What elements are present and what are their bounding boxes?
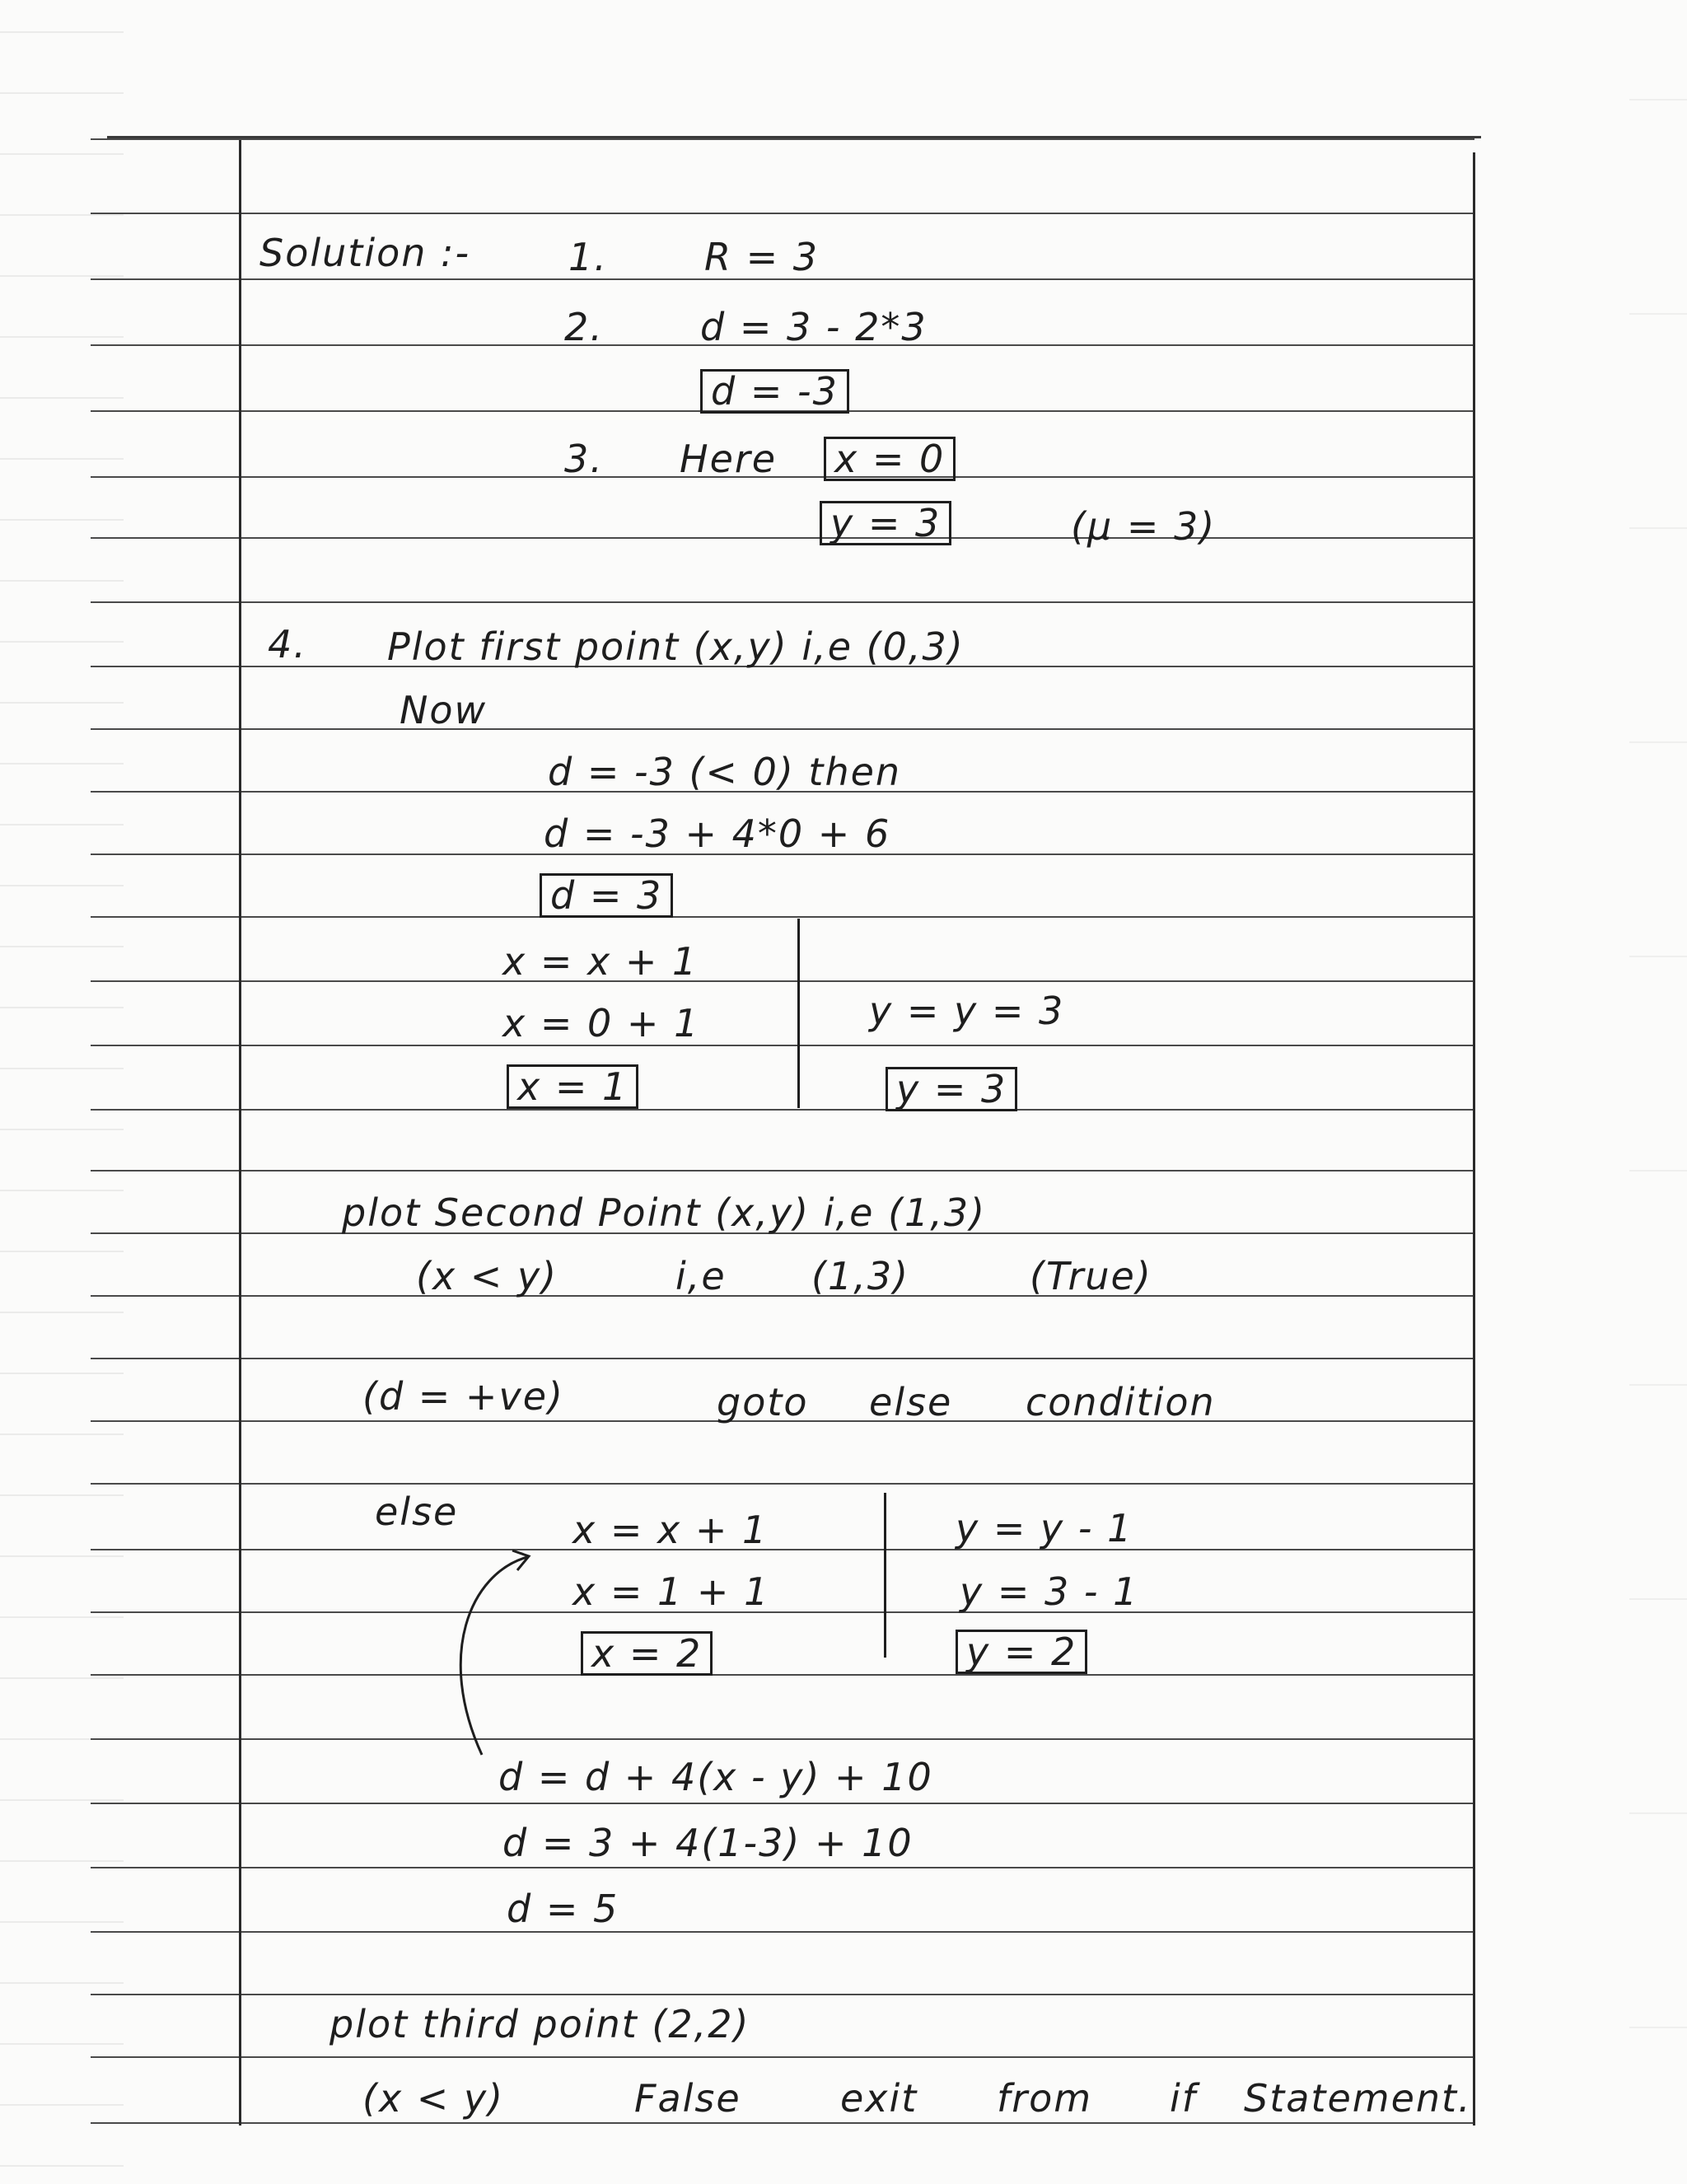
second-line3: (d = +ve) (362, 1374, 564, 1419)
second-line3-condition: condition (1026, 1380, 1216, 1424)
step1-number: 1. (568, 235, 608, 279)
d-update-line1: d = d + 4(x - y) + 10 (498, 1755, 933, 1799)
step2-number: 2. (564, 305, 604, 349)
second-line2-point: (1,3) (811, 1254, 910, 1298)
step4-line3: d = -3 (< 0) then (548, 750, 902, 794)
third-line2: (x < y) (362, 2076, 505, 2121)
third-line1: plot third point (2,2) (329, 2002, 750, 2046)
third-line2-if: if (1170, 2076, 1197, 2121)
curved-arrow-icon (437, 1541, 535, 1763)
step2-result-boxed: d = -3 (700, 369, 849, 414)
step4-x-line1: x = x + 1 (502, 939, 699, 984)
scan-edge-right (1629, 0, 1687, 2184)
step4-y-boxed: y = 3 (886, 1067, 1017, 1111)
else-x-line2: x = 1 + 1 (572, 1569, 770, 1614)
second-line2-ie: i,e (675, 1254, 727, 1298)
step3-number: 3. (564, 437, 604, 481)
step3-note: (μ = 3) (1071, 504, 1217, 549)
step4-x-line2: x = 0 + 1 (502, 1001, 700, 1045)
step4-y-line1: y = y = 3 (869, 989, 1065, 1033)
step3-y-boxed: y = 3 (820, 501, 951, 545)
top-border-line (107, 136, 1481, 138)
solution-label: Solution :- (259, 231, 471, 275)
second-line2-true: (True) (1030, 1254, 1152, 1298)
step4-line2: Now (400, 688, 488, 732)
third-line2-statement: Statement. (1244, 2076, 1472, 2121)
second-line1: plot Second Point (x,y) i,e (1,3) (342, 1190, 987, 1235)
margin-line (239, 140, 241, 2126)
d-update-line3: d = 5 (507, 1887, 619, 1931)
step3-here: Here (680, 437, 778, 481)
second-line3-goto: goto (717, 1380, 809, 1424)
right-border-line (1473, 152, 1475, 2126)
step4-d-boxed: d = 3 (540, 873, 673, 918)
third-line2-from: from (997, 2076, 1093, 2121)
d-update-line2: d = 3 + 4(1-3) + 10 (502, 1821, 914, 1865)
second-line2: (x < y) (416, 1254, 558, 1298)
else-y-line2: y = 3 - 1 (960, 1569, 1139, 1614)
step4-x-boxed: x = 1 (507, 1064, 638, 1109)
else-label: else (375, 1490, 459, 1534)
step4-divider (797, 919, 800, 1108)
step2-text: d = 3 - 2*3 (700, 305, 928, 349)
step3-x-boxed: x = 0 (824, 437, 956, 481)
second-line3-else: else (869, 1380, 953, 1424)
else-x-line1: x = x + 1 (572, 1508, 769, 1552)
step1-text: R = 3 (704, 235, 820, 279)
step4-line4: d = -3 + 4*0 + 6 (544, 811, 891, 856)
else-y-boxed: y = 2 (956, 1630, 1087, 1674)
third-line2-exit: exit (840, 2076, 918, 2121)
step4-line1: Plot first point (x,y) i,e (0,3) (387, 624, 965, 669)
third-line2-false: False (634, 2076, 741, 2121)
else-divider (884, 1493, 886, 1658)
else-x-boxed: x = 2 (581, 1631, 713, 1676)
else-y-line1: y = y - 1 (956, 1506, 1133, 1550)
step4-number: 4. (268, 622, 307, 666)
